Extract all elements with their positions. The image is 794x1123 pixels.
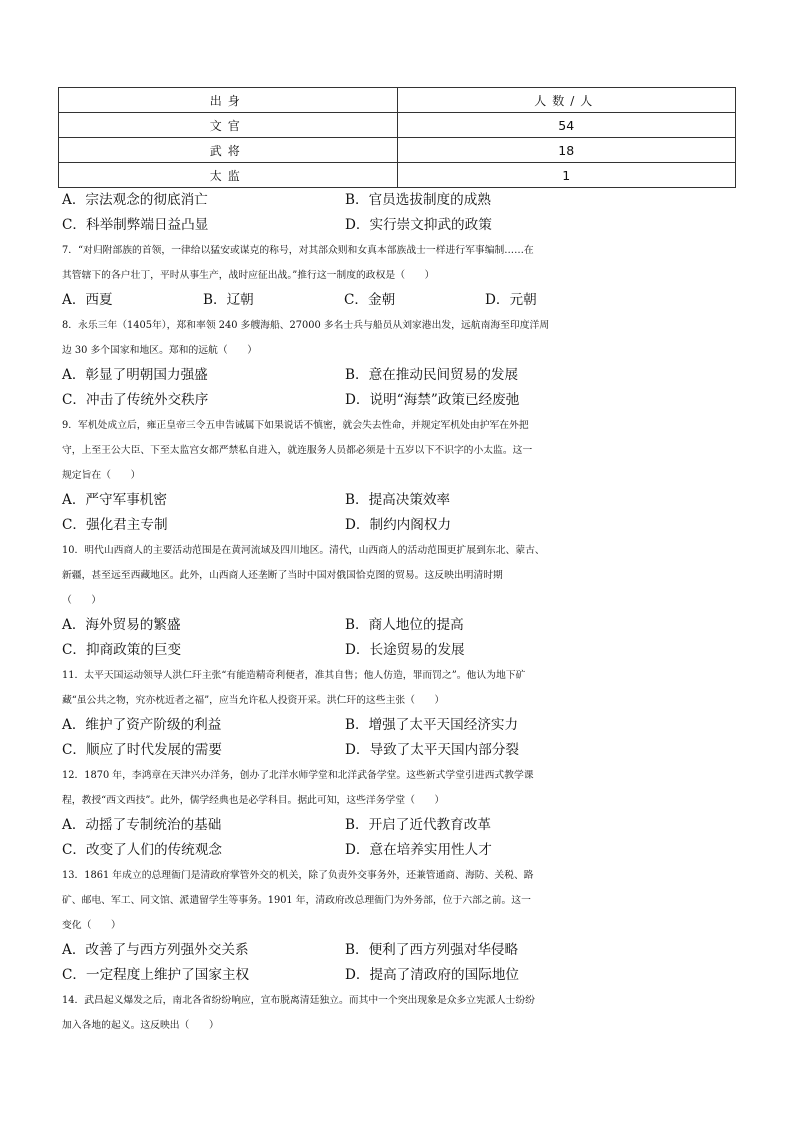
options-row (62, 938, 742, 963)
table-row (59, 113, 736, 138)
option-d: D．实行崇文抑武的政策 (345, 217, 492, 233)
table-cell: 太监 (59, 163, 398, 188)
option-d: D．说明“海禁”政策已经废弛 (345, 392, 520, 408)
question-content (62, 188, 742, 1038)
question-stem-line: 矿、邮电、军工、同文馆、派遣留学生等事务。1901 年，清政府改总理衙门为外务部，位于六部之前。这一 (62, 895, 531, 906)
options-row (62, 363, 742, 388)
question-item (62, 413, 742, 538)
option-a: A．彰显了明朝国力强盛 (62, 367, 208, 383)
official-origin-table (58, 87, 736, 188)
option-c: C．强化君主专制 (62, 517, 168, 533)
option-a: A．改善了与西方列强外交关系 (62, 942, 249, 958)
option-c: C．金朝 (344, 292, 396, 308)
table-cell: 54 (397, 113, 736, 138)
options-row (62, 288, 742, 313)
option-c: C．科举制弊端日益凸显 (62, 217, 209, 233)
options-row (62, 513, 742, 538)
table-cell: 武将 (59, 138, 398, 163)
table-row (59, 163, 736, 188)
option-d: D．元朝 (485, 292, 537, 308)
question-stem-line: 14．武昌起义爆发之后，南北各省纷纷响应，宣布脱离清廷独立。而其中一个突出现象是众多立宪派人士纷纷 (62, 995, 535, 1006)
options-row (62, 638, 742, 663)
options-row (62, 613, 742, 638)
options-row (62, 738, 742, 763)
question-item (62, 663, 742, 763)
q6-options-row (62, 213, 742, 238)
options-row (62, 838, 742, 863)
option-a: A．动摇了专制统治的基础 (62, 817, 222, 833)
question-stem-line: 变化（ ） (62, 920, 121, 931)
option-b: B．开启了近代教育改革 (345, 817, 491, 833)
question-stem-line: 10．明代山西商人的主要活动范围是在黄河流域及四川地区。清代，山西商人的活动范围更扩展到东北、蒙古、 (62, 545, 545, 556)
question-stem-line: 其管辖下的各户壮丁，平时从事生产，战时应征出战。”推行这一制度的政权是（ ） (62, 270, 435, 281)
option-b: B．意在推动民间贸易的发展 (345, 367, 519, 383)
option-a: A．宗法观念的彻底消亡 (62, 192, 208, 208)
question-item (62, 538, 742, 663)
question-stem-line: 7．“对归附部族的首领，一律给以猛安或谋克的称号，对其部众则和女真本部族战士一样进行军事编制……在 (62, 245, 534, 256)
question-item (62, 763, 742, 863)
question-stem-line: 规定旨在（ ） (62, 470, 141, 481)
question-item (62, 313, 742, 413)
option-b: B．辽朝 (203, 292, 254, 308)
options-row (62, 388, 742, 413)
option-c: C．改变了人们的传统观念 (62, 842, 222, 858)
option-a: A．海外贸易的繁盛 (62, 617, 181, 633)
table-row (59, 138, 736, 163)
question-stem-line: 13．1861 年成立的总理衙门是清政府掌管外交的机关，除了负责外交事务外，还兼管通商、海防、关税、路 (62, 870, 534, 881)
option-c: C．冲击了传统外交秩序 (62, 392, 209, 408)
option-b: B．提高决策效率 (345, 492, 451, 508)
options-row (62, 488, 742, 513)
table-cell: 18 (397, 138, 736, 163)
option-b: B．官员选拔制度的成熟 (345, 192, 491, 208)
q6-options-row (62, 188, 742, 213)
question-stem-line: 程，教授“西文西技”。此外，儒学经典也是必学科目。据此可知，这些洋务学堂（ ） (62, 795, 445, 806)
options-row (62, 713, 742, 738)
option-a: A．西夏 (62, 292, 113, 308)
option-b: B．便利了西方列强对华侵略 (345, 942, 519, 958)
option-d: D．制约内阁权力 (345, 517, 452, 533)
options-row (62, 963, 742, 988)
option-c: C．一定程度上维护了国家主权 (62, 967, 250, 983)
question-item (62, 238, 742, 313)
option-a: A．维护了资产阶级的利益 (62, 717, 222, 733)
options-row (62, 813, 742, 838)
question-stem-line: 加入各地的起义。这反映出（ ） (62, 1020, 219, 1031)
question-stem-line: （ ） (62, 595, 102, 606)
option-b: B．增强了太平天国经济实力 (345, 717, 519, 733)
table-cell: 文官 (59, 113, 398, 138)
option-a: A．严守军事机密 (62, 492, 167, 508)
option-c: C．抑商政策的巨变 (62, 642, 182, 658)
option-d: D．导致了太平天国内部分裂 (345, 742, 520, 758)
option-d: D．提高了清政府的国际地位 (345, 967, 520, 983)
table-header-cell: 人数/人 (397, 88, 736, 113)
option-c: C．顺应了时代发展的需要 (62, 742, 222, 758)
question-stem-line: 新疆，甚至远至西藏地区。此外，山西商人还垄断了当时中国对俄国恰克图的贸易。这反映出明清时期 (62, 570, 503, 581)
option-d: D．意在培养实用性人才 (345, 842, 492, 858)
question-stem-line: 边 30 多个国家和地区。郑和的远航（ ） (62, 345, 258, 356)
question-stem-line: 9．军机处成立后，雍正皇帝三令五申告诫属下如果说话不慎密，就会失去性命，并规定军机处由护军在外把 (62, 420, 529, 431)
table-header-cell: 出身 (59, 88, 398, 113)
question-list (62, 238, 742, 1038)
table-header-row (59, 88, 736, 113)
question-stem-line: 藏“虽公共之物，究亦枕近者之福”，应当允许私人投资开采。洪仁玕的这些主张（ ） (62, 695, 445, 706)
table-cell: 1 (397, 163, 736, 188)
question-stem-line: 12．1870 年，李鸿章在天津兴办洋务，创办了北洋水师学堂和北洋武备学堂。这些新式学堂引进西式教学课 (62, 770, 534, 781)
question-stem-line: 11．太平天国运动领导人洪仁玕主张“有能造精奇利便者，准其自售；他人仿造，罪而罚之”。他认为地下矿 (62, 670, 526, 681)
question-item (62, 988, 742, 1038)
option-d: D．长途贸易的发展 (345, 642, 465, 658)
question-item (62, 863, 742, 988)
option-b: B．商人地位的提高 (345, 617, 464, 633)
question-stem-line: 8．永乐三年（1405年），郑和率领 240 多艘海船、27000 多名士兵与船员从刘家港出发，远航南海至印度洋周 (62, 320, 550, 331)
question-stem-line: 守，上至王公大臣、下至太监宫女都严禁私自进入，就连服务人员都必须是十五岁以下不识字的小太监。这一 (62, 445, 533, 456)
